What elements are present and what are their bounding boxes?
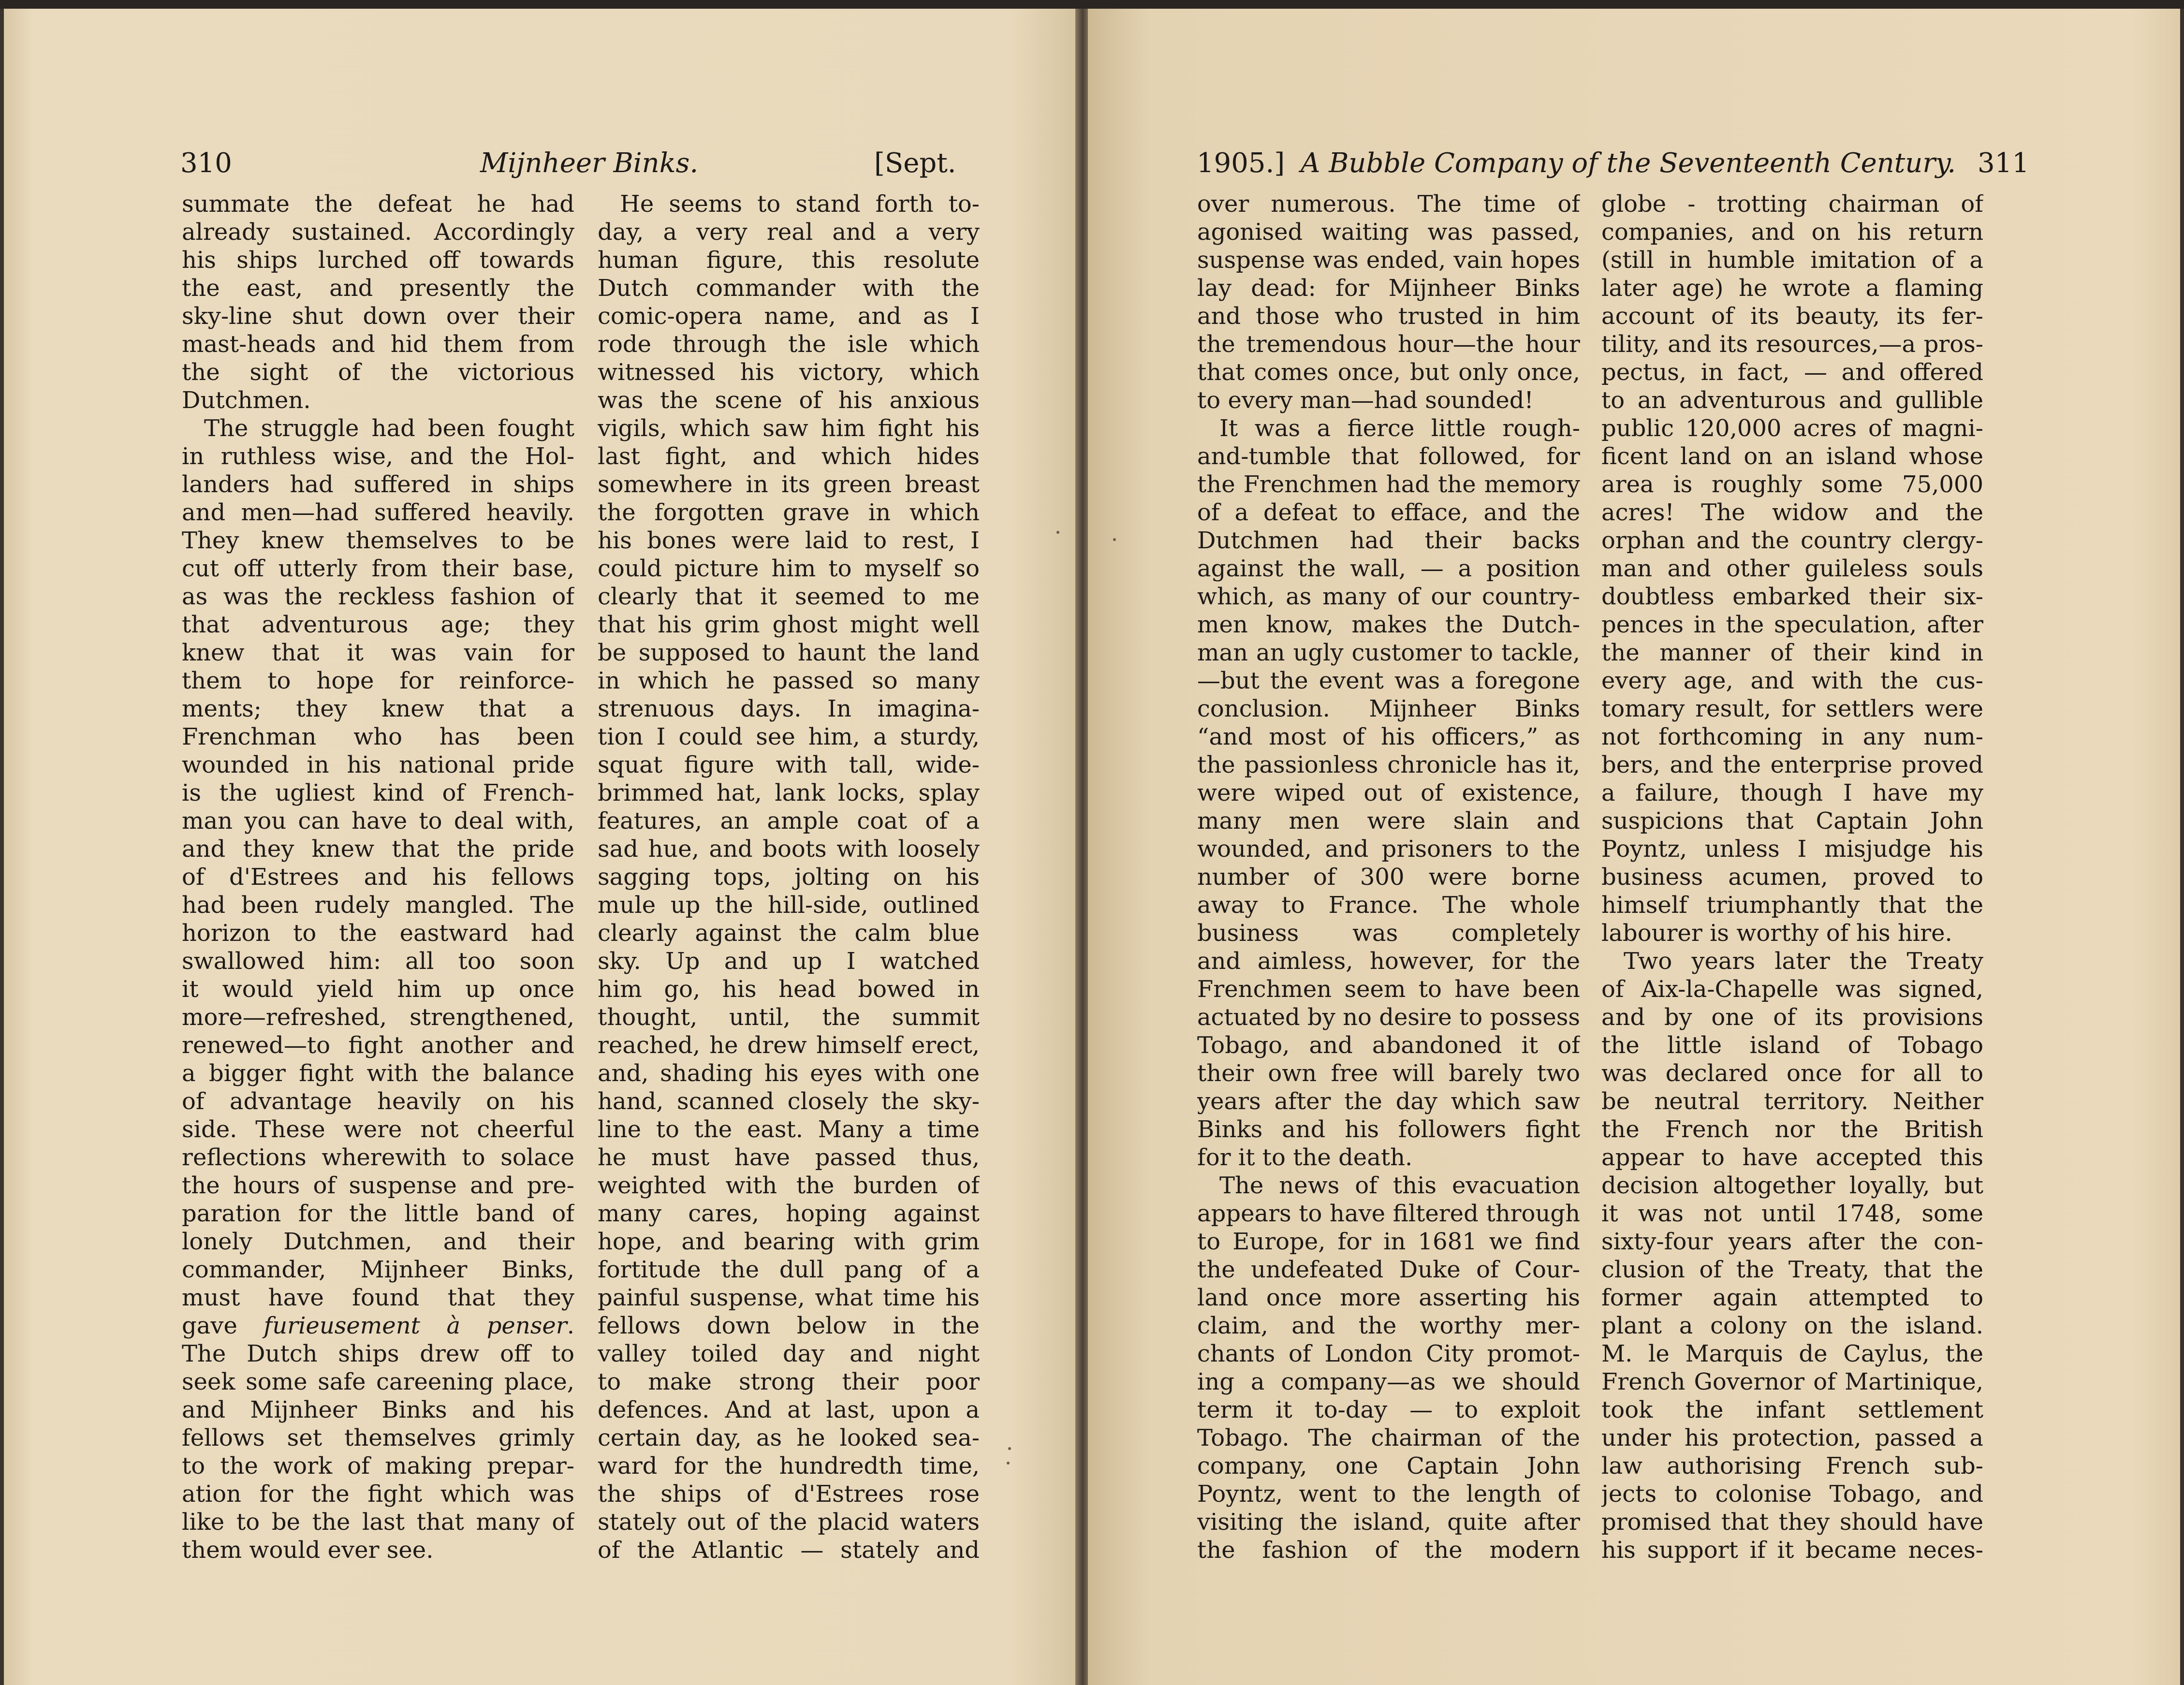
- right-running-date: 1905.]: [1197, 147, 1285, 179]
- text-line: Frenchman who has been: [182, 723, 574, 750]
- text-line: number of 300 were borne: [1197, 864, 1580, 891]
- text-line: in which he passed so many: [598, 667, 980, 694]
- text-line: took the infant settlement: [1601, 1396, 1983, 1423]
- text-line: later age) he wrote a flaming: [1601, 275, 1983, 302]
- text-line: he must have passed thus,: [598, 1144, 980, 1171]
- text-line: had been rudely mangled. The: [182, 892, 574, 919]
- text-line: and those who trusted in him: [1197, 303, 1580, 330]
- text-line: rode through the isle which: [598, 331, 980, 358]
- text-line: agonised waiting was passed,: [1197, 219, 1580, 246]
- text-line: globe - trotting chairman of: [1601, 190, 1983, 218]
- text-line: stately out of the placid waters: [598, 1509, 980, 1536]
- text-line: —but the event was a foregone: [1197, 667, 1580, 694]
- text-line: The news of this evacuation: [1219, 1172, 1580, 1199]
- text-line: like to be the last that many of: [182, 1509, 574, 1536]
- text-line: fellows down below in the: [598, 1312, 980, 1339]
- text-line: They knew themselves to be: [182, 527, 574, 554]
- text-line: in ruthless wise, and the Hol-: [182, 443, 574, 470]
- text-line: man and other guileless souls: [1601, 555, 1983, 582]
- text-line: man you can have to deal with,: [182, 807, 574, 835]
- right-column-1: [1197, 190, 1580, 1564]
- left-running-date: [Sept.: [874, 147, 956, 179]
- text-line: chants of London City promot-: [1197, 1340, 1580, 1367]
- text-line: actuated by no desire to possess: [1197, 1004, 1580, 1031]
- text-line: visiting the island, quite after: [1197, 1509, 1580, 1536]
- text-line: labourer is worthy of his hire.: [1601, 920, 1952, 947]
- book-spread: [0, 9, 2184, 1685]
- text-line: the manner of their kind in: [1601, 639, 1983, 666]
- text-line: squat figure with tall, wide-: [598, 751, 980, 778]
- text-line: wounded, and prisoners to the: [1197, 835, 1580, 863]
- text-line: The Dutch ships drew off to: [182, 1340, 574, 1367]
- text-line: reflections wherewith to solace: [182, 1144, 574, 1171]
- text-line: to every man—had sounded!: [1197, 387, 1534, 414]
- text-line: of the Atlantic — stately and: [598, 1537, 980, 1564]
- text-line: account of its beauty, its fer-: [1601, 303, 1983, 330]
- text-line: the little island of Tobago: [1601, 1032, 1983, 1059]
- text-line: to make strong their poor: [598, 1368, 980, 1395]
- text-line: certain day, as he looked sea-: [598, 1424, 980, 1451]
- text-line: be neutral territory. Neither: [1601, 1088, 1983, 1115]
- text-line: human figure, this resolute: [598, 247, 980, 274]
- text-line: ward for the hundredth time,: [598, 1452, 980, 1480]
- left-column-2: [598, 190, 980, 1564]
- right-column-2: [1601, 190, 1983, 1564]
- text-line: somewhere in its green breast: [598, 471, 980, 498]
- text-line: Dutch commander with the: [598, 275, 980, 302]
- text-line: suspense was ended, vain hopes: [1197, 247, 1580, 274]
- text-line: the undefeated Duke of Cour-: [1197, 1256, 1580, 1283]
- text-line: over numerous. The time of: [1197, 190, 1580, 218]
- text-line: sagging tops, jolting on his: [598, 864, 980, 891]
- text-line: under his protection, passed a: [1601, 1424, 1983, 1451]
- text-line: weighted with the burden of: [598, 1172, 980, 1199]
- text-line: ing a company—as we should: [1197, 1368, 1580, 1395]
- text-line: acres! The widow and the: [1601, 499, 1983, 526]
- text-line: which, as many of our country-: [1197, 583, 1580, 610]
- text-line: commander, Mijnheer Binks,: [182, 1256, 574, 1283]
- text-line: that comes once, but only once,: [1197, 359, 1580, 386]
- text-line: the forgotten grave in which: [598, 499, 980, 526]
- right-page-number: 311: [1978, 147, 2029, 179]
- text-line: it was not until 1748, some: [1601, 1200, 1983, 1227]
- text-line: more—refreshed, strengthened,: [182, 1004, 574, 1031]
- text-line: a failure, though I have my: [1601, 779, 1983, 806]
- text-line: was the scene of his anxious: [598, 387, 980, 414]
- text-line: land once more asserting his: [1197, 1284, 1580, 1311]
- text-line: sky. Up and up I watched: [598, 948, 980, 975]
- text-line: suspicions that Captain John: [1601, 807, 1983, 835]
- text-line: plant a colony on the island.: [1601, 1312, 1983, 1339]
- text-line: strenuous days. In imagina-: [598, 695, 980, 722]
- text-line: every age, and with the cus-: [1601, 667, 1983, 694]
- text-line: sky-line shut down over their: [182, 303, 574, 330]
- text-line: He seems to stand forth to-: [620, 190, 980, 218]
- text-line: him go, his head bowed in: [598, 976, 980, 1003]
- text-line: companies, and on his return: [1601, 219, 1983, 246]
- text-line: Frenchmen seem to have been: [1197, 976, 1580, 1003]
- text-line: himself triumphantly that the: [1601, 892, 1983, 919]
- text-line: area is roughly some 75,000: [1601, 471, 1983, 498]
- text-line: the hours of suspense and pre-: [182, 1172, 574, 1199]
- right-running-head: [1088, 144, 2180, 183]
- text-line: lay dead: for Mijnheer Binks: [1197, 275, 1580, 302]
- text-line: company, one Captain John: [1197, 1452, 1580, 1480]
- italic-phrase: furieusement à penser: [264, 1312, 567, 1339]
- text-line: wounded in his national pride: [182, 751, 574, 778]
- text-line: the ships of d'Estrees rose: [598, 1480, 980, 1508]
- text-line: and they knew that the pride: [182, 835, 574, 863]
- text-line: seek some safe careening place,: [182, 1368, 574, 1395]
- text-line: that his grim ghost might well: [598, 611, 980, 638]
- text-line: his bones were laid to rest, I: [598, 527, 980, 554]
- text-line: witnessed his victory, which: [598, 359, 980, 386]
- text-line: M. le Marquis de Caylus, the: [1601, 1340, 1983, 1367]
- text-line: fellows set themselves grimly: [182, 1424, 574, 1451]
- text-line: man an ugly customer to tackle,: [1197, 639, 1580, 666]
- text-line: paration for the little band of: [182, 1200, 574, 1227]
- text-line: defences. And at last, upon a: [598, 1396, 980, 1423]
- text-line: It was a fierce little rough-: [1219, 415, 1580, 442]
- text-line: horizon to the eastward had: [182, 920, 574, 947]
- text-line: orphan and the country clergy-: [1601, 527, 1983, 554]
- text-line: of d'Estrees and his fellows: [182, 864, 574, 891]
- text-line: swallowed him: all too soon: [182, 948, 574, 975]
- left-running-head: [4, 144, 1078, 183]
- text-line: French Governor of Martinique,: [1601, 1368, 1983, 1395]
- text-line: his ships lurched off towards: [182, 247, 574, 274]
- text-line: away to France. The whole: [1197, 892, 1580, 919]
- text-line: Tobago. The chairman of the: [1197, 1424, 1580, 1451]
- text-line: Poyntz, unless I misjudge his: [1601, 835, 1983, 863]
- text-line: men know, makes the Dutch-: [1197, 611, 1580, 638]
- text-line: comic-opera name, and as I: [598, 303, 980, 330]
- text-line: ments; they knew that a: [182, 695, 574, 722]
- text-line: business acumen, proved to: [1601, 864, 1983, 891]
- text-line: appears to have filtered through: [1197, 1200, 1580, 1227]
- text-line: and, shading his eyes with one: [598, 1060, 980, 1087]
- text-line: landers had suffered in ships: [182, 471, 574, 498]
- text-line: ation for the fight which was: [182, 1480, 574, 1508]
- text-line: were wiped out of existence,: [1197, 779, 1580, 806]
- text-line: line to the east. Many a time: [598, 1116, 980, 1143]
- text-line: side. These were not cheerful: [182, 1116, 574, 1143]
- text-line: jects to colonise Tobago, and: [1601, 1480, 1983, 1508]
- left-page: [4, 9, 1078, 1685]
- text-line: already sustained. Accordingly: [182, 219, 574, 246]
- text-line: many men were slain and: [1197, 807, 1580, 835]
- text-line: Poyntz, went to the length of: [1197, 1480, 1580, 1508]
- text-line: sixty-four years after the con-: [1601, 1228, 1983, 1255]
- text-line: to an adventurous and gullible: [1601, 387, 1983, 414]
- text-line: and-tumble that followed, for: [1197, 443, 1580, 470]
- text-line: them to hope for reinforce-: [182, 667, 574, 694]
- text-line: that adventurous age; they: [182, 611, 574, 638]
- text-line: of a defeat to efface, and the: [1197, 499, 1580, 526]
- text-line: thought, until, the summit: [598, 1004, 980, 1031]
- text-line: the east, and presently the: [182, 275, 574, 302]
- left-running-title: Mijnheer Binks.: [480, 147, 699, 179]
- text-line: could picture him to myself so: [598, 555, 980, 582]
- text-line: former again attempted to: [1601, 1284, 1983, 1311]
- text-line: Dutchmen had their backs: [1197, 527, 1580, 554]
- text-line: valley toiled day and night: [598, 1340, 980, 1367]
- text-line: against the wall, — a position: [1197, 555, 1580, 582]
- text-line: a bigger fight with the balance: [182, 1060, 574, 1087]
- text-line: tion I could see him, a sturdy,: [598, 723, 980, 750]
- text-line: Dutchmen.: [182, 387, 311, 414]
- text-line: last fight, and which hides: [598, 443, 980, 470]
- paper-speck: [1056, 531, 1059, 534]
- paper-speck: [1008, 1447, 1011, 1450]
- text-line: many cares, hoping against: [598, 1200, 980, 1227]
- text-line: law authorising French sub-: [1601, 1452, 1983, 1480]
- text-line: vigils, which saw him fight his: [598, 415, 980, 442]
- text-line: features, an ample coat of a: [598, 807, 980, 835]
- text-line: the tremendous hour—the hour: [1197, 331, 1580, 358]
- text-line: and by one of its provisions: [1601, 1004, 1983, 1031]
- text-line: it would yield him up once: [182, 976, 574, 1003]
- text-line: hand, scanned closely the sky-: [598, 1088, 980, 1115]
- text-line: cut off utterly from their base,: [182, 555, 574, 582]
- text-line: fortitude the dull pang of a: [598, 1256, 980, 1283]
- text-line: brimmed hat, lank locks, splay: [598, 779, 980, 806]
- text-line: their own free will barely two: [1197, 1060, 1580, 1087]
- text-line: to Europe, for in 1681 we find: [1197, 1228, 1580, 1255]
- text-line: the French nor the British: [1601, 1116, 1983, 1143]
- text-line: Binks and his followers fight: [1197, 1116, 1580, 1143]
- text-line: painful suspense, what time his: [598, 1284, 980, 1311]
- text-line: appear to have accepted this: [1601, 1144, 1983, 1171]
- text-line: not forthcoming in any num-: [1601, 723, 1983, 750]
- text-line: “and most of his officers,” as: [1197, 723, 1580, 750]
- text-line: to the work of making prepar-: [182, 1452, 574, 1480]
- text-line: clearly that it seemed to me: [598, 583, 980, 610]
- text-line: his support if it became neces-: [1601, 1537, 1983, 1564]
- text-line: and Mijnheer Binks and his: [182, 1396, 574, 1423]
- text-line: clusion of the Treaty, that the: [1601, 1256, 1983, 1283]
- right-page: [1088, 9, 2180, 1685]
- text-line: mule up the hill-side, outlined: [598, 892, 980, 919]
- text-line: term it to-day — to exploit: [1197, 1396, 1580, 1423]
- text-line: lonely Dutchmen, and their: [182, 1228, 574, 1255]
- left-column-1: [182, 190, 574, 1564]
- text-line: tomary result, for settlers were: [1601, 695, 1983, 722]
- left-page-number: 310: [180, 147, 232, 179]
- text-line: day, a very real and a very: [598, 219, 980, 246]
- text-line: them would ever see.: [182, 1537, 434, 1564]
- text-line: and men—had suffered heavily.: [182, 499, 574, 526]
- text-line: was declared once for all to: [1601, 1060, 1983, 1087]
- text-line: hope, and bearing with grim: [598, 1228, 980, 1255]
- text-line: knew that it was vain for: [182, 639, 574, 666]
- text-line: decision altogether loyally, but: [1601, 1172, 1983, 1199]
- paper-speck: [1007, 1462, 1010, 1465]
- text-line: bers, and the enterprise proved: [1601, 751, 1983, 778]
- text-line: promised that they should have: [1601, 1509, 1983, 1536]
- text-line: be supposed to haunt the land: [598, 639, 980, 666]
- text-line: mast-heads and hid them from: [182, 331, 574, 358]
- text-line: doubtless embarked their six-: [1601, 583, 1983, 610]
- text-line: summate the defeat he had: [182, 190, 574, 218]
- text-line: gave furieusement à penser.: [182, 1312, 574, 1339]
- text-line: for it to the death.: [1197, 1144, 1413, 1171]
- text-line: the passionless chronicle has it,: [1197, 751, 1580, 778]
- text-line: sad hue, and boots with loosely: [598, 835, 980, 863]
- text-line: of Aix-la-Chapelle was signed,: [1601, 976, 1983, 1003]
- text-line: tility, and its resources,—a pros-: [1601, 331, 1983, 358]
- text-line: clearly against the calm blue: [598, 920, 980, 947]
- text-line: The struggle had been fought: [204, 415, 574, 442]
- text-line: the Frenchmen had the memory: [1197, 471, 1580, 498]
- text-line: as was the reckless fashion of: [182, 583, 574, 610]
- text-line: pences in the speculation, after: [1601, 611, 1983, 638]
- text-line: years after the day which saw: [1197, 1088, 1580, 1115]
- right-running-title: A Bubble Company of the Seventeenth Century.: [1301, 147, 1956, 179]
- text-line: claim, and the worthy mer-: [1197, 1312, 1580, 1339]
- text-line: reached, he drew himself erect,: [598, 1032, 980, 1059]
- text-line: Two years later the Treaty: [1624, 948, 1983, 975]
- text-line: Tobago, and abandoned it of: [1197, 1032, 1580, 1059]
- text-line: (still in humble imitation of a: [1601, 247, 1983, 274]
- text-line: business was completely: [1197, 920, 1580, 947]
- text-line: renewed—to fight another and: [182, 1032, 574, 1059]
- text-line: ficent land on an island whose: [1601, 443, 1983, 470]
- text-line: must have found that they: [182, 1284, 574, 1311]
- paper-speck: [1113, 538, 1116, 541]
- text-line: the sight of the victorious: [182, 359, 574, 386]
- text-line: and aimless, however, for the: [1197, 948, 1580, 975]
- text-line: of advantage heavily on his: [182, 1088, 574, 1115]
- text-line: conclusion. Mijnheer Binks: [1197, 695, 1580, 722]
- text-line: is the ugliest kind of French-: [182, 779, 574, 806]
- text-line: the fashion of the modern: [1197, 1537, 1580, 1564]
- text-line: public 120,000 acres of magni-: [1601, 415, 1983, 442]
- text-line: pectus, in fact, — and offered: [1601, 359, 1983, 386]
